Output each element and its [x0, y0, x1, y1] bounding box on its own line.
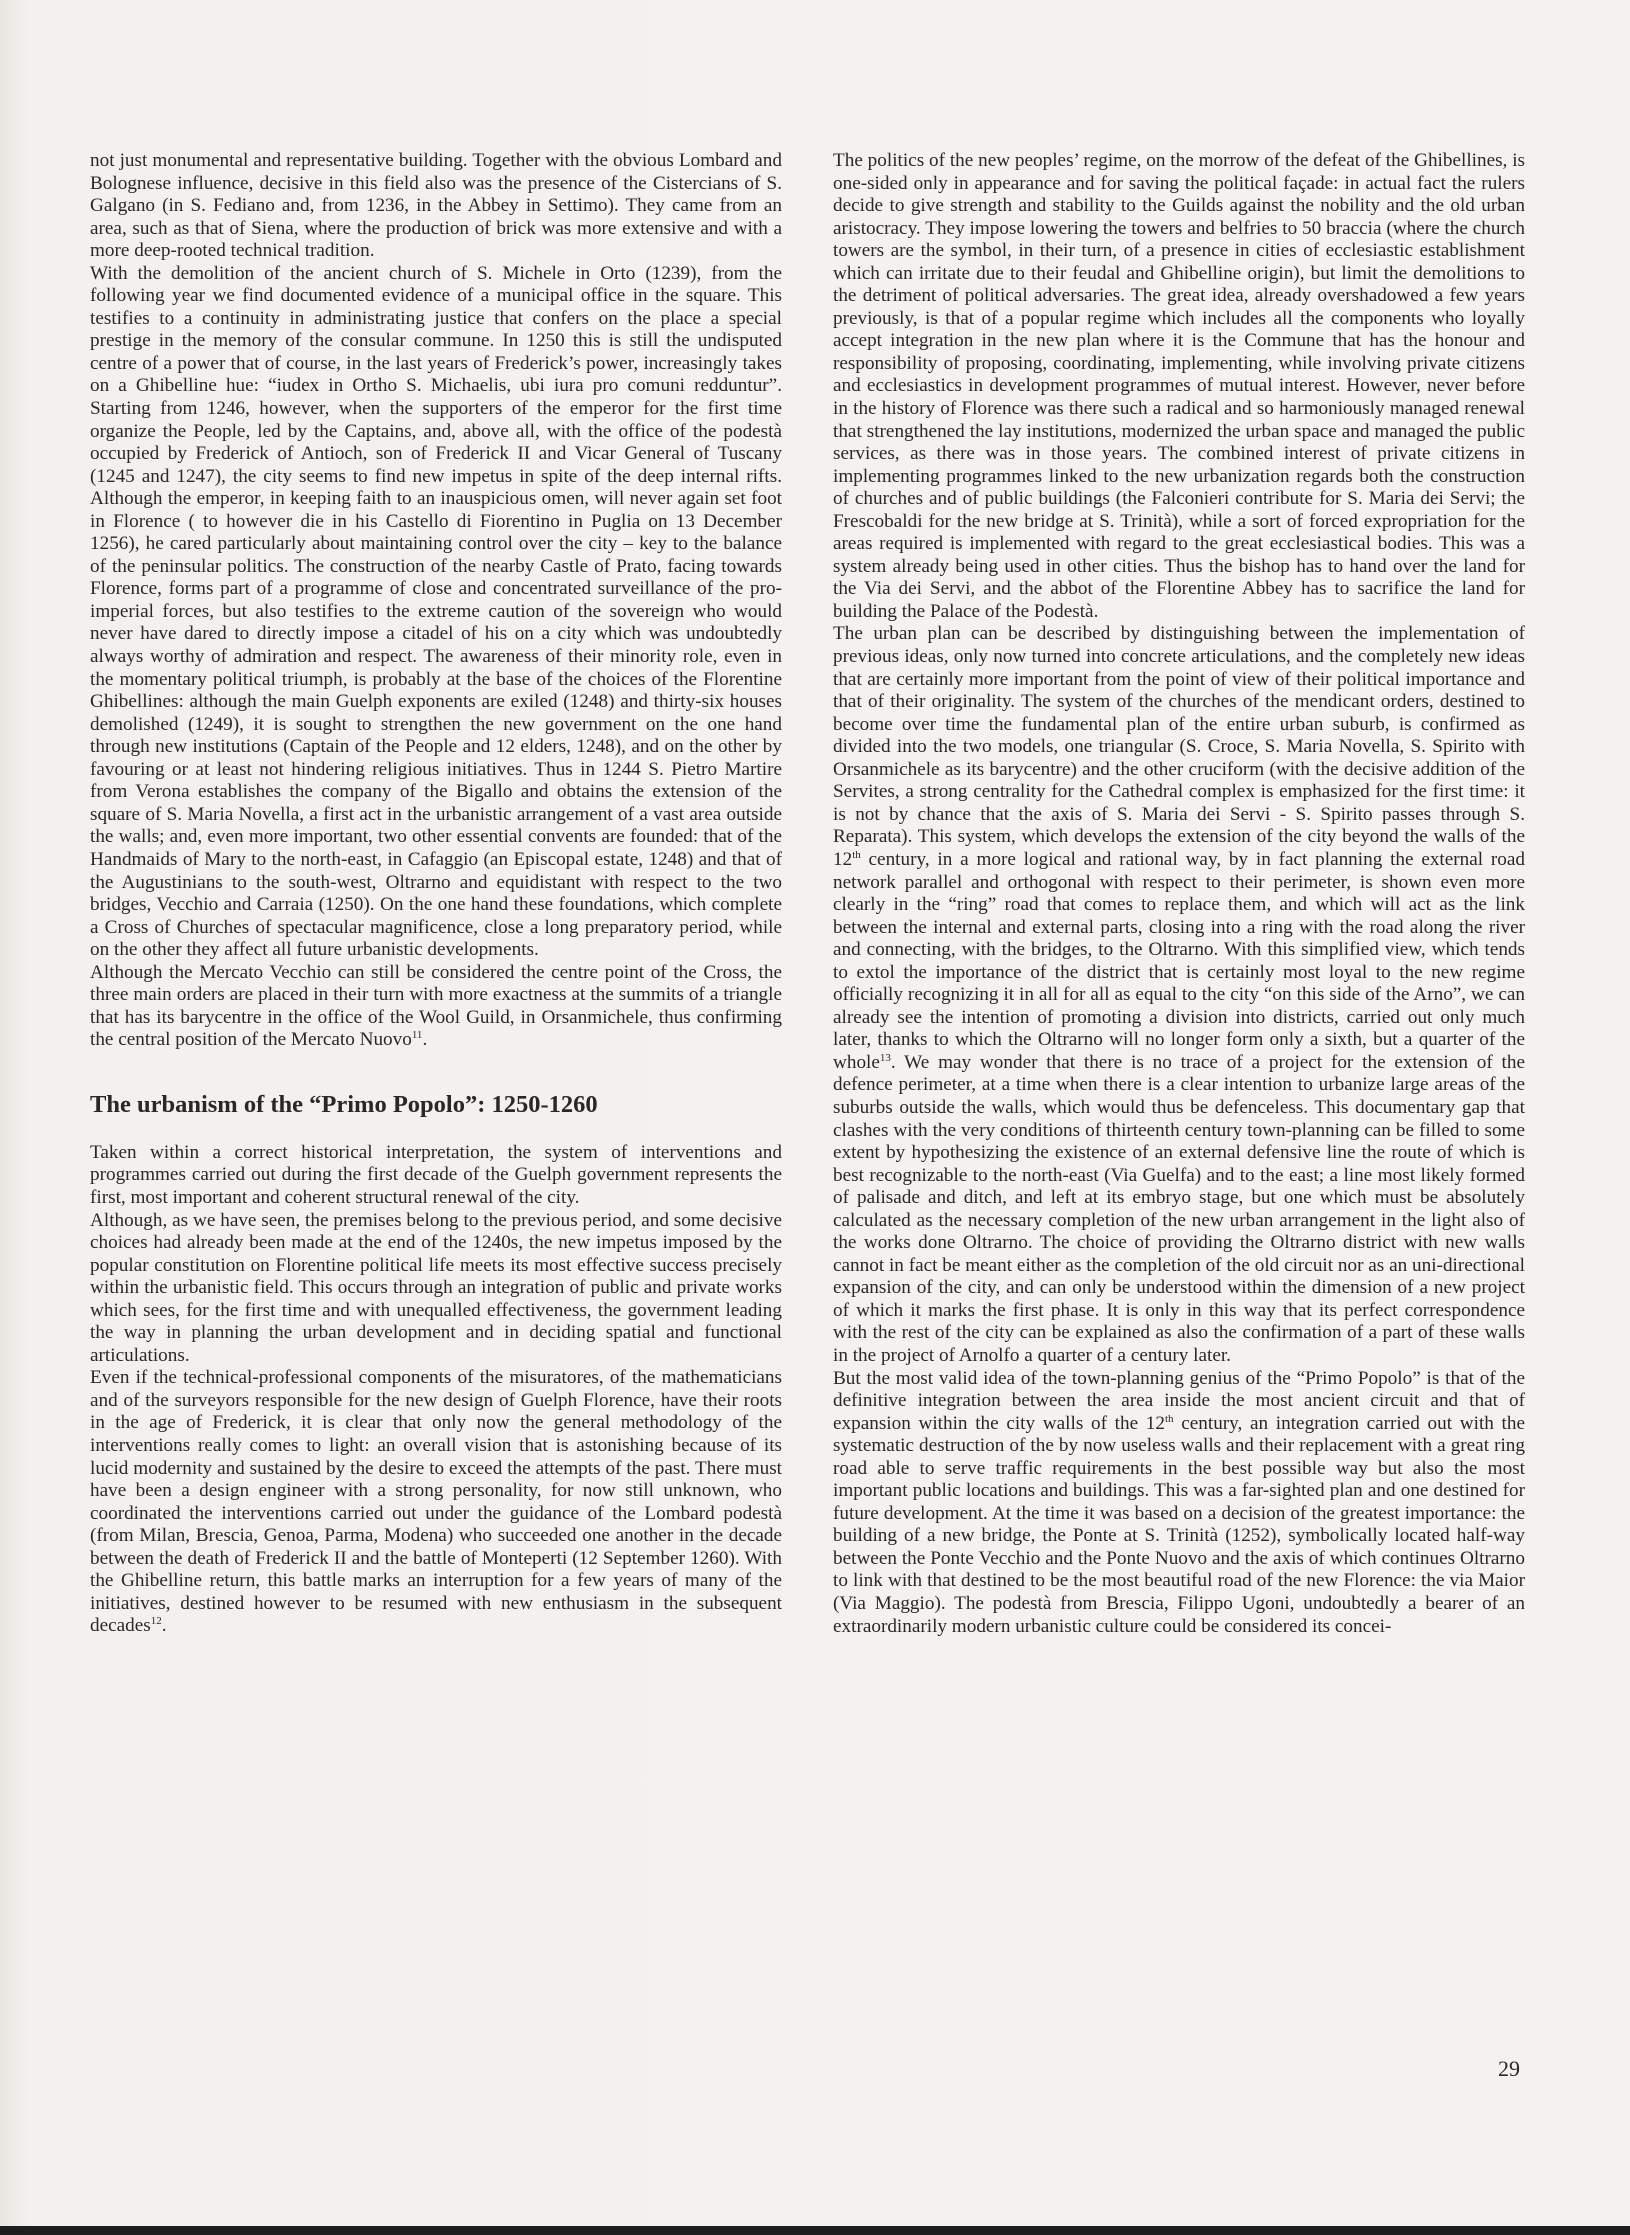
- paragraph: not just monumental and representative building. Together with the obvious Lombard and Bolognese influence, decisive in this field also was the presence of the Cistercians of S. Galgano (in S. Fediano and, from 1236, in the Abbey in Settimo). They came from an area, such as that of Siena, where the production of brick was more extensive and with a more deep-rooted technical tradition.: [90, 150, 782, 262]
- paragraph: Even if the technical-professional components of the misuratores, of the mathematicians and of the surveyors responsible for the new design of Guelph Florence, have their roots in the age of Frederick, it is clear that only now the general methodology of the interventions really comes to light: an overall vision that is astonishing because of its lucid modernity and sustained by the desire to exceed the attempts of the past. There must have been a design engineer with a strong personality, for now still unknown, who coordinated the interventions carried out under the guidance of the Lombard podestà (from Milan, Brescia, Genoa, Parma, Modena) who succeeded one another in the decade between the death of Frederick II and the battle of Monteperti (12 September 1260). With the Ghibelline return, this battle marks an interruption for a few years of many of the initiatives, destined however to be resumed with new enthusiasm in the subsequent decades$^{12}$.: [90, 1367, 782, 1637]
- left-column: [90, 150, 782, 1638]
- paragraph: Although the Mercato Vecchio can still be considered the centre point of the Cross, the three main orders are placed in their turn with more exactness at the summits of a triangle that has its barycentre in the office of the Wool Guild, in Orsanmichele, thus confirming the central position of the Mercato Nuovo$^{11}$.: [90, 961, 782, 1051]
- right-column: [833, 150, 1525, 1638]
- paragraph: The politics of the new peoples’ regime, on the morrow of the defeat of the Ghibellines, is one-sided only in appearance and for saving the political façade: in actual fact the rulers decide to give strength and stability to the Guilds against the nobility and the old urban aristocracy. They impose lowering the towers and belfries to 50 braccia (where the church towers are the symbol, in their turn, of a presence in cities of ecclesiastic establishment which can irritate due to their feudal and Ghibelline origin), but limit the demolitions to the detriment of political adversaries. The great idea, already overshadowed a few years previously, is that of a popular regime which includes all the components who loyally accept integration in the new plan where it is the Commune that has the honour and responsibility of proposing, coordinating, implementing, while involving private citizens and ecclesiastics in development programmes of mutual interest. However, never before in the history of Florence was there such a radical and so harmoniously managed renewal that strengthened the lay institutions, modernized the urban space and managed the public services, as there was in those years. The combined interest of private citizens in implementing programmes linked to the new urbanization regards both the construction of churches and of public buildings (the Falconieri contribute for S. Maria dei Servi; the Frescobaldi for the new bridge at S. Trinità), while a sort of forced expropriation for the areas required is implemented with regard to the great ecclesiastical bodies. This was a system already being used in other cities. Thus the bishop has to hand over the land for the Via dei Servi, and the abbot of the Florentine Abbey has to sacrifice the land for building the Palace of the Podestà.: [833, 150, 1525, 622]
- paragraph: With the demolition of the ancient church of S. Michele in Orto (1239), from the following year we find documented evidence of a municipal office in the square. This testifies to a continuity in administrating justice that confers on the place a special prestige in the memory of the consular commune. In 1250 this is still the undisputed centre of a power that of course, in the last years of Frederick’s power, increasingly takes on a Ghibelline hue: “iudex in Ortho S. Michaelis, ubi iura pro comuni redduntur”. Starting from 1246, however, when the supporters of the emperor for the first time organize the People, led by the Captains, and, above all, with the office of the podestà occupied by Frederick of Antioch, son of Frederick II and Vicar General of Tuscany (1245 and 1247), the city seems to find new impetus in spite of the deep internal rifts. Although the emperor, in keeping faith to an inauspicious omen, will never again set foot in Florence ( to however die in his Castello di Fiorentino in Puglia on 13 December 1256), he cared particularly about maintaining control over the city – key to the balance of the peninsular politics. The construction of the nearby Castle of Prato, facing towards Florence, forms part of a programme of close and concentrated surveillance of the pro-imperial forces, but also testifies to the extreme caution of the sovereign who would never have dared to directly impose a citadel of his on a city which was undoubtedly always worthy of admiration and respect. The awareness of their minority role, even in the momentary political triumph, is probably at the base of the choices of the Florentine Ghibellines: although the main Guelph exponents are exiled (1248) and thirty-six houses demolished (1249), it is sought to strengthen the new government on the one hand through new institutions (Captain of the People and 12 elders, 1248), and on the other by favouring or at least not hindering religious initiatives. Thus in 1244 S. Pietro Martire from Verona establishes the company of the Bigallo and obtains the extension of the square of S. Maria Novella, a first act in the urbanistic arrangement of a vast area outside the walls; and, even more important, two other essential convents are founded: that of the Handmaids of Mary to the north-east, in Cafaggio (an Episcopal estate, 1248) and that of the Augustinians to the south-west, Oltrarno and equidistant with respect to the two bridges, Vecchio and Carraia (1250). On the one hand these foundations, which complete a Cross of Churches of spectacular magnificence, close a long preparatory period, while on the other they affect all future urbanistic developments.: [90, 262, 782, 961]
- section-heading: The urbanism of the “Primo Popolo”: 1250-1260: [90, 1090, 598, 1118]
- superscript: th: [852, 848, 861, 861]
- superscript: th: [1164, 1412, 1174, 1425]
- footnote-ref: 11: [411, 1029, 423, 1042]
- footnote-ref: 12: [150, 1615, 162, 1628]
- footnote-ref: 13: [879, 1051, 891, 1064]
- page-number: 29: [1498, 2056, 1520, 2081]
- scan-edge: [0, 2226, 1630, 2235]
- paragraph: Although, as we have seen, the premises belong to the previous period, and some decisive choices had already been made at the end of the 1240s, the new impetus imposed by the popular constitution on Florentine political life meets its most effective success precisely within the urbanistic field. This occurs through an integration of public and private works which sees, for the first time and with unequalled effectiveness, the government leading the way in planning the urban development and in deciding spatial and functional articulations.: [90, 1209, 782, 1366]
- paragraph: The urban plan can be described by distinguishing between the implementation of previous ideas, only now turned into concrete articulations, and the completely new ideas that are certainly more important from the point of view of their political importance and that of their originality. The system of the churches of the mendicant orders, destined to become over time the fundamental plan of the entire urban suburb, is confirmed as divided into the two models, one triangular (S. Croce, S. Maria Novella, S. Spirito with Orsanmichele as its barycentre) and the other cruciform (with the decisive addition of the Servites, a strong centrality for the Cathedral complex is emphasized for the first time: it is not by chance that the axis of S. Maria dei Servi - S. Spirito passes through S. Reparata). This system, which develops the extension of the city beyond the walls of the 12th century, in a more logical and rational way, by in fact planning the external road network parallel and orthogonal with respect to their perimeter, is shown even more clearly in the “ring” road that comes to replace them, and which will act as the link between the internal and external parts, closing into a ring with the road along the river and connecting, with the bridges, to the Oltrarno. With this simplified view, which tends to extol the importance of the district that is certainly most loyal to the new regime officially recognizing it in all for all as equal to the city “on this side of the Arno”, we can already see the intention of promoting a division into districts, carried out only much later, thanks to which the Oltrarno will no longer form only a sixth, but a quarter of the whole$^{13}$. We may wonder that there is no trace of a project for the extension of the defence perimeter, at a time when there is a clear intention to urbanize large areas of the suburbs outside the walls, which would thus be defenceless. This documentary gap that clashes with the very conditions of thirteenth century town-planning can be filled to some extent by hypothesizing the existence of an external defensive line the route of which is best recognizable to the north-east (Via Guelfa) and to the east; a line most likely formed of palisade and ditch, and left at its embryo stage, but one which must be absolutely calculated as the necessary completion of the new urban arrangement in the light also of the works done Oltrarno. The choice of providing the Oltrarno district with new walls cannot in fact be meant either as the completion of the old circuit nor as an uni-directional expansion of the city, and can only be understood within the dimension of a new project of which it marks the first phase. It is only in this way that its perfect correspondence with the rest of the city can be explained as also the confirmation of a part of these walls in the project of Arnolfo a quarter of a century later.: [833, 623, 1525, 1366]
- paragraph: But the most valid idea of the town-planning genius of the “Primo Popolo” is that of the definitive integration between the area inside the most ancient circuit and that of expansion within the city walls of the 12th century, an integration carried out with the systematic destruction of the by now useless walls and their replacement with a great ring road able to serve traffic requirements in the best possible way but also the most important public locations and buildings. This was a far-sighted plan and one destined for future development. At the time it was based on a decision of the greatest importance: the building of a new bridge, the Ponte at S. Trinità (1252), symbolically located half-way between the Ponte Vecchio and the Ponte Nuovo and the axis of which continues Oltrarno to link with that destined to be the most beautiful road of the new Florence: the via Maior (Via Maggio). The podestà from Brescia, Filippo Ugoni, undoubtedly a bearer of an extraordinarily modern urbanistic culture could be considered its concei-: [833, 1367, 1525, 1637]
- paragraph: Taken within a correct historical interpretation, the system of interventions and programmes carried out during the first decade of the Guelph government represents the first, most important and coherent structural renewal of the city.: [90, 1141, 782, 1208]
